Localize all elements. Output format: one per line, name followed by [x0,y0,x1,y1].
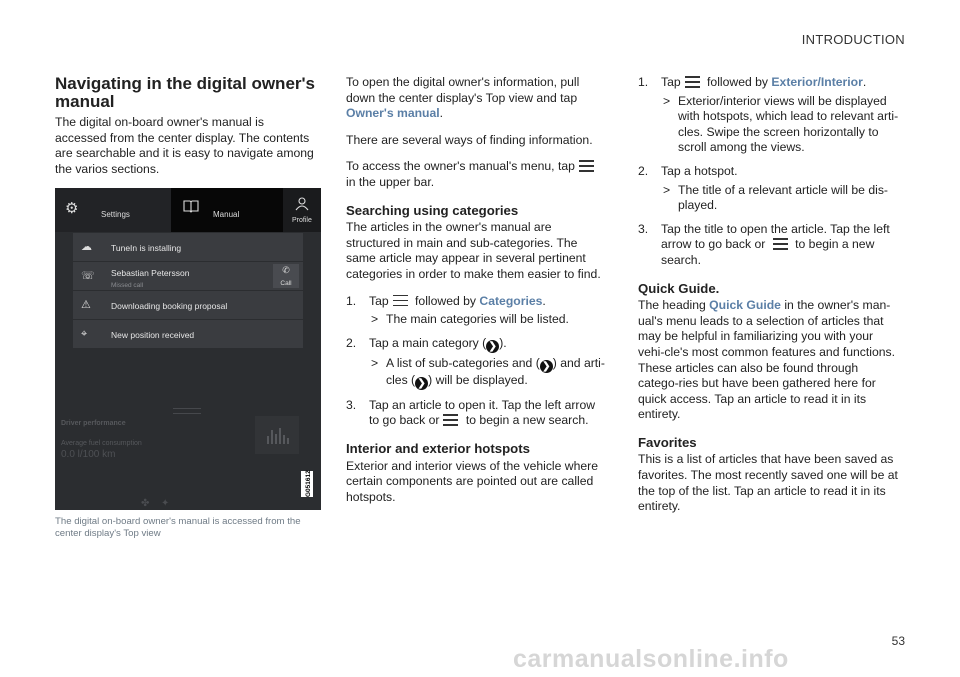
owners-manual-link[interactable]: Owner's manual [346,106,440,121]
text-run: Tap the title to open the article. Tap the left arrow to go back or [661,221,890,252]
watermark: carmanualsonline.info [513,645,789,673]
person-icon [295,197,309,215]
fuel-chart-widget [255,416,299,454]
notification-subtitle: Missed call [111,282,144,290]
step-result [369,356,608,390]
favorites-heading: Favorites [638,434,697,450]
notification-title: Sebastian Petersson [111,268,190,279]
avg-fuel-label: Average fuel consumption [61,440,142,448]
text-run: The heading [638,298,710,313]
cloud-download-icon: ☁ [81,241,92,254]
fuel-value: 0.0 l/100 km [61,449,116,461]
menu-icon [773,238,788,249]
notification-title: New position received [111,330,195,341]
text-run: followed by [415,293,477,308]
menu-icon [579,160,594,171]
book-icon [183,200,199,217]
intro-text: The digital on-board owner's manual is accessed from the center display. The contents are searchable and it is easy to navigate among the varios sections. [55,115,314,176]
step-result [661,183,900,214]
drag-handle[interactable] [173,408,201,414]
text-run: Tap a hotspot. [661,163,738,178]
step-3 [638,222,900,269]
chevron-right-icon: ❯ [540,360,553,373]
text-run: to begin a new search. [661,237,875,267]
step-number: 2. [346,335,357,350]
ways-text: There are several ways of finding information. [346,132,593,147]
step-number: 1. [346,293,357,308]
image-caption: The digital on-board owner's manual is accessed from the center display's Top view [55,516,301,539]
categories-text: The articles in the owner's manual are structured in main and sub-categories. The same article may appear in several pertinent categories in order to make them easier to find. [346,220,601,281]
step-number: 1. [638,75,649,89]
notification-booking[interactable] [73,291,303,319]
text-run: . [542,293,546,308]
categories-link[interactable]: Categories [479,293,543,308]
step-result [369,312,608,328]
text-run: followed by [707,75,769,89]
categories-heading: Searching using categories [346,202,519,218]
tab-settings[interactable] [55,188,171,232]
menu-access-text [346,159,608,190]
menu-icon [443,414,458,425]
column-2 [346,75,608,516]
step-1 [638,75,900,156]
fan-icon[interactable]: ✤ [141,498,150,510]
page-title: Navigating in the digital owner's manual [55,74,316,111]
result-marker: > [371,355,379,370]
menu-icon [393,295,408,306]
text-run: ) and arti-cles ( [386,355,605,387]
top-bar [55,188,321,232]
page-number: 53 [891,634,905,648]
text-run: A list of sub-categories and ( [386,355,540,370]
notification-position[interactable] [73,320,303,348]
favorites-text: This is a list of articles that have been saved as favorites. The most recently saved one will be at the top of the list. Tap an article to read it in its entirety. [638,452,898,514]
text-run: ). [499,335,507,350]
menu-icon [685,76,700,87]
step-number: 3. [346,397,357,412]
tab-manual[interactable] [171,188,283,232]
step-result [661,94,900,156]
text-run: To access the owner's manual's menu, tap [346,159,575,174]
exterior-interior-link[interactable]: Exterior/Interior [771,75,863,89]
step-1 [346,294,608,328]
section-header: INTRODUCTION [801,32,905,47]
quick-guide-link[interactable]: Quick Guide [709,298,781,313]
phone-icon: ✆ [282,265,290,276]
call-label: Call [280,280,292,288]
text-run: Tap an article to open it. Tap the left arrow to go back or [369,397,596,428]
hotspots-heading: Interior and exterior hotspots [346,440,530,456]
missed-call-icon: ☏ [81,270,95,283]
tab-manual-label: Manual [213,210,240,220]
tab-profile-label: Profile [292,217,312,225]
result-marker: > [663,182,671,197]
text-run: ) will be displayed. [428,372,528,387]
warning-icon: ⚠ [81,299,91,312]
column-3 [638,75,900,526]
text-run: To open the digital owner's information, pull down the center display's Top view and tap [346,75,580,105]
result-marker: > [663,93,671,108]
text-run: Tap [661,75,681,89]
hotspot-steps [638,75,900,269]
text-run: in the upper bar. [346,174,435,189]
tab-profile[interactable] [283,188,321,232]
chevron-right-icon: ❯ [415,377,428,390]
position-icon: ⌖ [81,328,88,341]
hotspots-text: Exterior and interior views of the vehicle where certain components are pointed out are called hotspots. [346,458,598,504]
driver-performance-label: Driver performance [61,420,126,428]
open-manual-text [346,75,608,122]
quick-guide-text [638,298,900,423]
tab-settings-label: Settings [101,210,130,220]
text-run: Exterior/interior views will be displayed with hotspots, which lead to relevant arti-cles. Swipe the screen horizontally to scroll among the views. [678,93,899,155]
result-marker: > [371,312,379,327]
step-2 [346,336,608,390]
gear-icon: ⚙ [65,200,79,218]
text-run: The main categories will be listed. [386,312,569,327]
categories-steps [346,294,608,429]
text-run: to begin a new search. [465,413,589,428]
image-code: G051612 [301,471,313,497]
center-display-screenshot [55,188,321,510]
step-3 [346,398,608,429]
quick-guide-heading: Quick Guide. [638,280,720,296]
notification-title: TuneIn is installing [111,243,182,254]
notification-tunein[interactable] [73,233,303,261]
text-run: The title of a relevant article will be dis-played. [678,182,888,213]
text-run: . [862,75,867,89]
text-run: Tap a main category ( [369,335,487,350]
notification-title: Downloading booking proposal [111,301,228,312]
text-run: . [439,106,444,121]
step-2 [638,164,900,214]
step-number: 2. [638,163,649,178]
seat-icon[interactable]: ✦ [161,498,170,510]
chevron-right-icon: ❯ [486,340,499,353]
column-1 [55,75,317,539]
step-number: 3. [638,221,649,236]
notification-missed-call[interactable] [73,262,303,290]
text-run: in the owner's man-ual's menu leads to a selection of articles that may be helpful in familiarizing you with your vehi-cle's most common features and functions. These articles can also be found through catego-ries but have been gathered here for quick access. Tap an article to read it in its entirety. [638,298,896,422]
text-run: Tap [369,293,389,308]
call-button[interactable] [273,264,299,288]
